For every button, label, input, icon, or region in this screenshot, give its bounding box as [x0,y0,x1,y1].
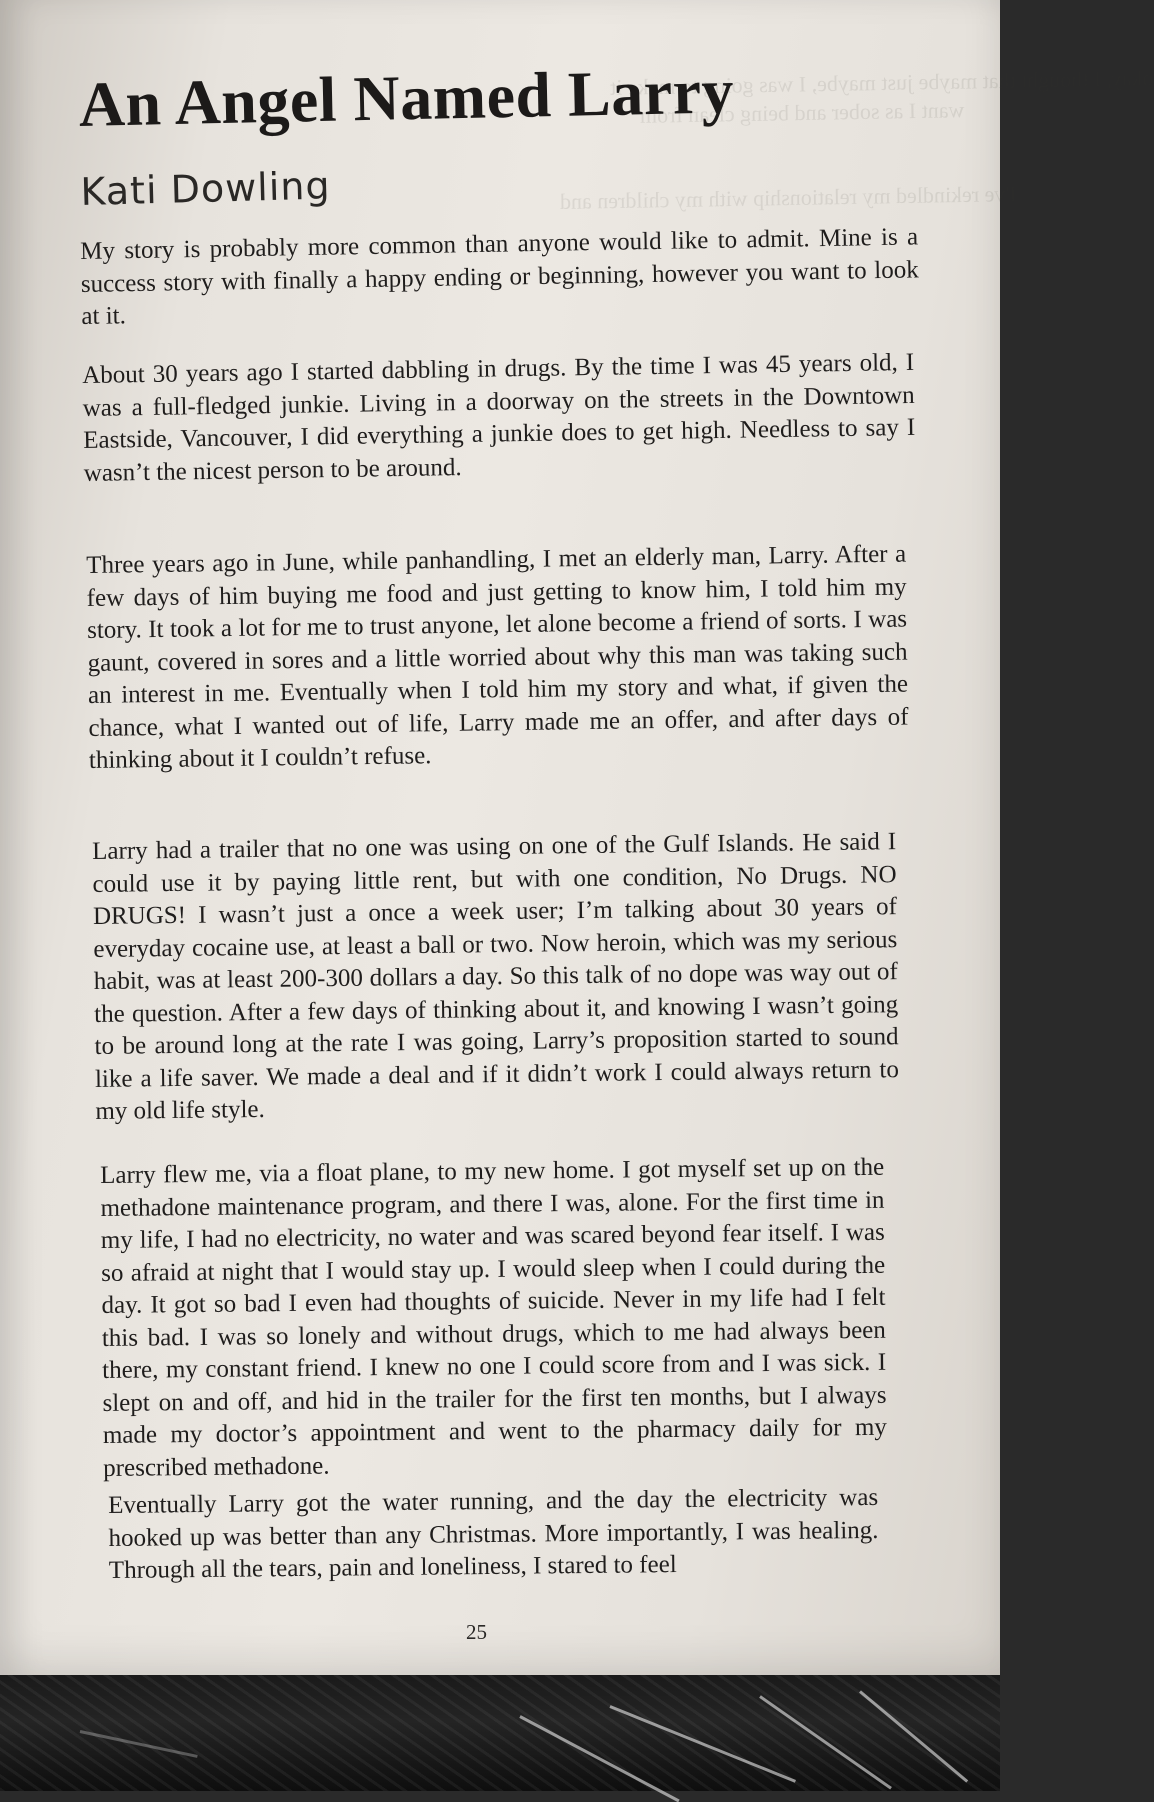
background-fabric [0,1675,1000,1791]
bleed-through-text: want I as sober and being clean from [639,97,965,128]
paragraph: Larry had a trailer that no one was using on one of the Gulf Islands. He said I could use it by paying little rent, but with one condition, No Drugs. NO DRUGS! I wasn’t just a once a week user; I’m talking about 30 years of everyday cocaine use, at least a ball or two. Now heroin, which was my serious habit, was at least 200-300 dollars a day. So this talk of no dope was way out of the question. After a few days of thinking about it, and knowing I wasn’t going to be around long at the rate I was going, Larry’s proposition started to sound like a life saver. We made a deal and if it didn’t work I could always return to my old life style. [92,828,900,1125]
fabric-stripe [519,1715,679,1802]
paragraph: Larry flew me, via a float plane, to my new home. I got myself set up on the methadone maintenance program, and there I was, alone. For the first time in my life, I had no electricity, no water and was scared beyond fear itself. I was so afraid at night that I would stay up. I would sleep when I could during the day. It got so bad I even had thoughts of suicide. Never in my life had I felt this bad. I was so lonely and without drugs, which to me had always been there, my constant friend. I knew no one I could score from and I was sick. I slept on and off, and hid in the trailer for the first ten months, but I always made my doctor’s appointment and went to the pharmacy daily for my prescribed methadone. [100,1153,887,1482]
article-title: An Angel Named Larry [78,55,735,140]
paragraph: Three years ago in June, while panhandling, I met an elderly man, Larry. After a few days of him buying me food and just getting to know him, I told him my story. It took a lot for me to trust anyone, let alone become a friend of sorts. I was gaunt, covered in sores and a little worried about why this man was taking such an interest in me. Eventually when I told him my story and what, if given the chance, what I wanted out of life, Larry made me an offer, and after days of thinking about it I couldn’t refuse. [86,540,909,774]
paragraph: About 30 years ago I started dabbling in drugs. By the time I was 45 years old, I was a full-fledged junkie. Living in a doorway on the streets in the Downtown Eastside, Vancouver, I did everything a junkie does to get high. Needless to say I wasn’t the nicest person to be around. [82,348,916,487]
paragraph: Eventually Larry got the water running, and the day the electricity was hooked up was better than any Christmas. More importantly, I was healing. Through all the tears, pain and loneliness, I stared to feel [108,1483,879,1584]
fabric-stripe [609,1705,796,1783]
fabric-stripe [859,1690,968,1782]
paragraph: My story is probably more common than anyone would like to admit. Mine is a success story with finally a happy ending or beginning, however you want to look at it. [80,223,919,330]
bleed-through-text: okay, I thought that maybe just maybe, I was going to make it [609,65,1154,100]
author-name: Kati Dowling [80,163,332,214]
page-number: 25 [466,1620,487,1644]
fabric-stripe [80,1730,198,1758]
bleed-through-text: I've rekindled my relationship with my children and [559,181,1017,214]
